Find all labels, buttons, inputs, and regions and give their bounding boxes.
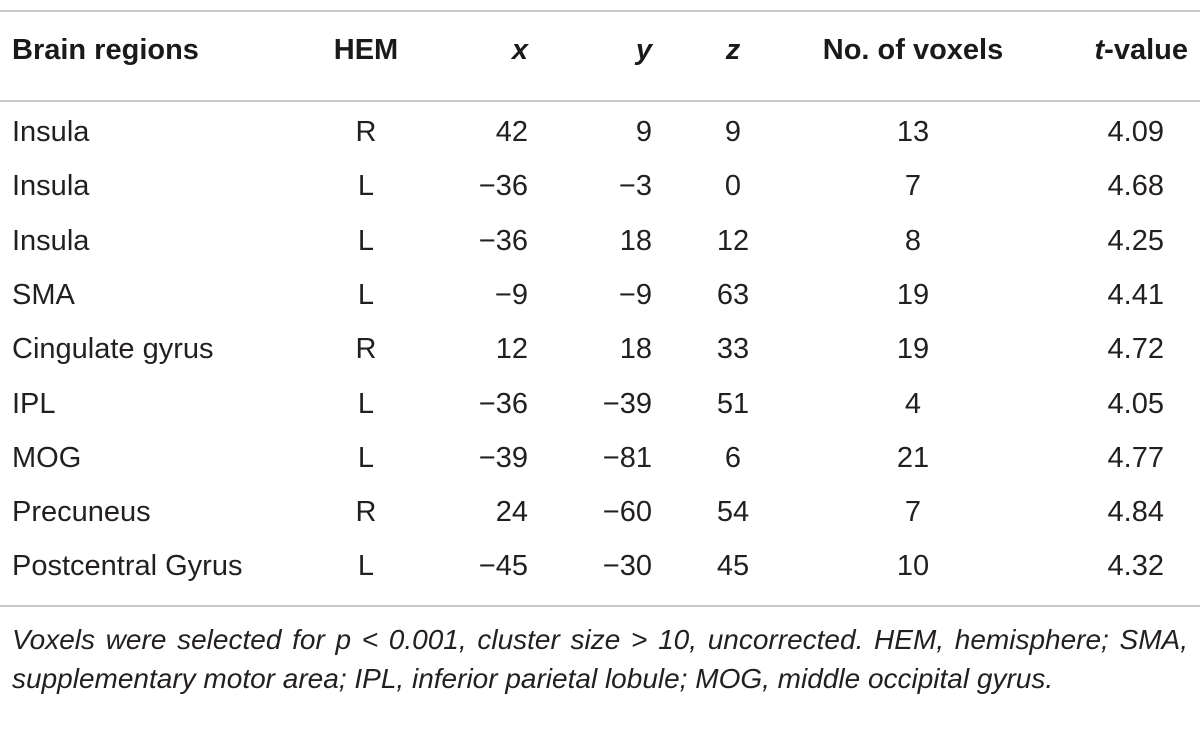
header-y: y: [635, 34, 652, 66]
cell-t-value: 4.05: [1107, 388, 1164, 420]
header-t-value: [1095, 33, 1189, 67]
cell-z: 6: [724, 442, 742, 474]
cell-t-value: 4.41: [1107, 279, 1164, 311]
header-x: x: [511, 34, 528, 66]
cell-hem: R: [355, 333, 377, 365]
cell-y: −9: [618, 279, 652, 311]
cell-region: Insula: [12, 116, 90, 148]
cell-t-value: 4.68: [1107, 170, 1164, 202]
cell-z: 33: [716, 333, 750, 365]
cell-z: 51: [716, 388, 750, 420]
cell-z: 0: [724, 170, 742, 202]
cell-voxels: 4: [904, 388, 922, 420]
cell-z: 12: [716, 225, 750, 257]
cell-t-value: 4.84: [1107, 496, 1164, 528]
cell-region: Postcentral Gyrus: [12, 550, 243, 582]
cell-t-value: 4.72: [1107, 333, 1164, 365]
cell-voxels: 10: [896, 550, 930, 582]
cell-y: 9: [635, 116, 652, 148]
cell-y: −39: [602, 388, 652, 420]
table-top-rule: [0, 10, 1200, 12]
cell-hem: L: [357, 170, 375, 202]
header-hem: HEM: [333, 34, 399, 66]
cell-region: Insula: [12, 170, 90, 202]
cell-x: −45: [478, 550, 528, 582]
cell-y: −81: [602, 442, 652, 474]
cell-y: −3: [618, 170, 652, 202]
cell-x: −36: [478, 225, 528, 257]
table-header-rule: [0, 100, 1200, 102]
cell-voxels: 21: [896, 442, 930, 474]
table-footnote: Voxels were selected for p < 0.001, cluster size > 10, uncorrected. HEM, hemisphere; SMA, supplementary motor area; IPL, inferior parietal lobule; MOG, middle occipital gyrus.: [12, 624, 1188, 694]
header-brain-regions: Brain regions: [12, 34, 199, 66]
cell-x: −36: [478, 388, 528, 420]
cell-x: −39: [478, 442, 528, 474]
cell-region: Cingulate gyrus: [12, 333, 214, 365]
cell-x: −36: [478, 170, 528, 202]
cell-region: IPL: [12, 388, 56, 420]
cell-hem: R: [355, 116, 377, 148]
cell-region: Precuneus: [12, 496, 151, 528]
cell-region: SMA: [12, 279, 75, 311]
cell-x: −9: [494, 279, 528, 311]
cell-x: 24: [495, 496, 528, 528]
cell-y: −30: [602, 550, 652, 582]
cell-y: −60: [602, 496, 652, 528]
cell-t-value: 4.09: [1107, 116, 1164, 148]
cell-y: 18: [619, 225, 652, 257]
cell-voxels: 19: [896, 333, 930, 365]
cell-hem: L: [357, 442, 375, 474]
cell-voxels: 7: [904, 170, 922, 202]
cell-voxels: 8: [904, 225, 922, 257]
cell-voxels: 7: [904, 496, 922, 528]
cell-hem: L: [357, 388, 375, 420]
cell-hem: L: [357, 279, 375, 311]
cell-t-value: 4.77: [1107, 442, 1164, 474]
cell-region: MOG: [12, 442, 82, 474]
cell-hem: L: [357, 550, 375, 582]
cell-hem: R: [355, 496, 377, 528]
header-t-rest: -value: [1104, 34, 1188, 66]
cell-voxels: 13: [896, 116, 930, 148]
cell-region: Insula: [12, 225, 90, 257]
cell-z: 63: [716, 279, 750, 311]
cell-t-value: 4.25: [1107, 225, 1164, 257]
cell-voxels: 19: [896, 279, 930, 311]
header-t-italic: t: [1094, 34, 1105, 66]
cell-x: 12: [495, 333, 528, 365]
cell-z: 54: [716, 496, 750, 528]
cell-x: 42: [495, 116, 528, 148]
cell-z: 45: [716, 550, 750, 582]
cell-t-value: 4.32: [1107, 550, 1164, 582]
header-z: z: [725, 34, 741, 66]
cell-z: 9: [724, 116, 742, 148]
table-bottom-rule: [0, 605, 1200, 607]
header-no-of-voxels: No. of voxels: [822, 34, 1004, 66]
cell-hem: L: [357, 225, 375, 257]
cell-y: 18: [619, 333, 652, 365]
